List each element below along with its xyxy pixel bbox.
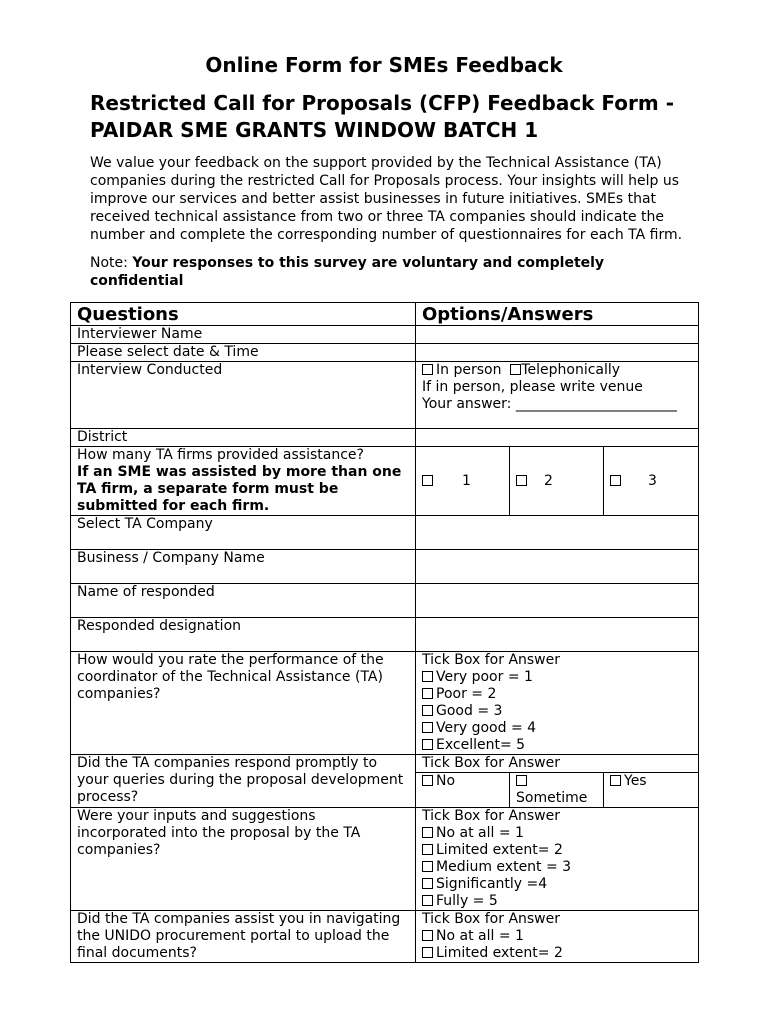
tick-label: Tick Box for Answer [422,652,561,668]
checkbox-excellent[interactable] [422,739,433,750]
question-date-time: Please select date & Time [71,344,416,362]
answer-responded-designation[interactable] [416,618,699,652]
note-prefix: Note: [90,255,133,271]
checkbox-medium-extent[interactable] [422,861,433,872]
option-limited-extent: Limited extent= 2 [436,842,563,858]
checkbox-ta-firms-2[interactable] [516,475,527,486]
question-name-responded: Name of responded [71,584,416,618]
tick-label: Tick Box for Answer [416,755,699,773]
checkbox-portal-no-at-all[interactable] [422,930,433,941]
checkbox-yes[interactable] [610,775,621,786]
option-no: No [436,773,456,789]
answer-interviewer-name[interactable] [416,326,699,344]
checkbox-no-at-all[interactable] [422,827,433,838]
checkbox-very-good[interactable] [422,722,433,733]
answer-sometime [510,773,604,808]
option-very-good: Very good = 4 [436,720,537,736]
form-title: Restricted Call for Proposals (CFP) Feedback Form - PAIDAR SME GRANTS WINDOW BATCH 1 [90,91,674,142]
option-portal-limited-extent: Limited extent= 2 [436,945,563,961]
answer-select-ta-company[interactable] [416,516,699,550]
answer-no [416,773,510,808]
option-fully: Fully = 5 [436,893,498,909]
tick-label: Tick Box for Answer [422,911,561,927]
option-very-poor: Very poor = 1 [436,669,533,685]
answer-business-name[interactable] [416,550,699,584]
answer-date-time[interactable] [416,344,699,362]
question-inputs-incorporated: Were your inputs and suggestions incorporated into the proposal by the TA companies? [71,808,416,911]
option-portal-no-at-all: No at all = 1 [436,928,524,944]
question-district: District [71,429,416,447]
question-responded-designation: Responded designation [71,618,416,652]
feedback-table [70,302,699,963]
option-ta-firms-2: 2 [544,472,553,489]
checkbox-very-poor[interactable] [422,671,433,682]
question-unido-portal: Did the TA companies assist you in navigating the UNIDO procurement portal to upload the final documents? [71,911,416,963]
checkbox-sometime[interactable] [516,775,527,786]
table-row [71,618,699,652]
checkbox-fully[interactable] [422,895,433,906]
option-telephonically: Telephonically [521,362,621,378]
table-row [71,808,699,911]
answer-ta-firms-1 [416,447,510,516]
venue-prompt: If in person, please write venue [422,379,643,395]
header-questions: Questions [71,303,416,326]
venue-answer-field[interactable]: Your answer: _______________________ [422,396,677,412]
checkbox-no[interactable] [422,775,433,786]
table-row [71,429,699,447]
option-poor: Poor = 2 [436,686,497,702]
answer-coordinator-rating [416,652,699,755]
ta-firms-question: How many TA firms provided assistance? [77,447,364,463]
answer-unido-portal [416,911,699,963]
checkbox-portal-limited-extent[interactable] [422,947,433,958]
option-in-person: In person [436,362,502,378]
answer-ta-firms-2 [510,447,604,516]
option-significantly: Significantly =4 [436,876,548,892]
option-medium-extent: Medium extent = 3 [436,859,572,875]
table-row [71,584,699,618]
option-ta-firms-3: 3 [648,472,657,489]
table-row [71,516,699,550]
table-row [71,344,699,362]
option-yes: Yes [624,773,647,789]
answer-ta-firms-3 [604,447,699,516]
question-business-name: Business / Company Name [71,550,416,584]
answer-yes [604,773,699,808]
table-row [71,911,699,963]
checkbox-limited-extent[interactable] [422,844,433,855]
ta-firms-note: If an SME was assisted by more than one TA firm, a separate form must be submitted for each firm. [77,464,402,514]
answer-inputs-incorporated [416,808,699,911]
note [90,254,690,290]
header-answers: Options/Answers [416,303,699,326]
question-coordinator-rating: How would you rate the performance of the coordinator of the Technical Assistance (TA) companies? [71,652,416,755]
option-good: Good = 3 [436,703,503,719]
table-row [71,362,699,429]
answer-interview-conducted [416,362,699,429]
tick-label: Tick Box for Answer [422,808,561,824]
table-row [71,550,699,584]
option-excellent: Excellent= 5 [436,737,526,753]
checkbox-telephonically[interactable] [510,364,521,375]
table-row [71,652,699,755]
intro-paragraph: We value your feedback on the support provided by the Technical Assistance (TA) companies during the restricted Call for Proposals process. Your insights will help us improve our services and better assist businesses in future initiatives. SMEs that received technical assistance from two or three TA companies should indicate the number and complete the corresponding number of questionnaires for each TA firm. [90,155,683,243]
question-respond-promptly: Did the TA companies respond promptly to your queries during the proposal development process? [71,755,416,808]
checkbox-ta-firms-3[interactable] [610,475,621,486]
option-sometime: Sometime [516,790,588,806]
option-no-at-all: No at all = 1 [436,825,524,841]
header-row [71,303,699,326]
table-row [71,447,699,516]
answer-name-responded[interactable] [416,584,699,618]
checkbox-in-person[interactable] [422,364,433,375]
option-ta-firms-1: 1 [462,472,471,489]
checkbox-poor[interactable] [422,688,433,699]
checkbox-significantly[interactable] [422,878,433,889]
question-ta-firms [71,447,416,516]
question-interview-conducted: Interview Conducted [71,362,416,429]
question-select-ta-company: Select TA Company [71,516,416,550]
table-row [71,755,699,773]
question-interviewer-name: Interviewer Name [71,326,416,344]
checkbox-good[interactable] [422,705,433,716]
note-bold: Your responses to this survey are voluntary and completely confidential [90,255,605,289]
answer-district[interactable] [416,429,699,447]
checkbox-ta-firms-1[interactable] [422,475,433,486]
page-title: Online Form for SMEs Feedback [205,53,563,77]
table-row [71,326,699,344]
